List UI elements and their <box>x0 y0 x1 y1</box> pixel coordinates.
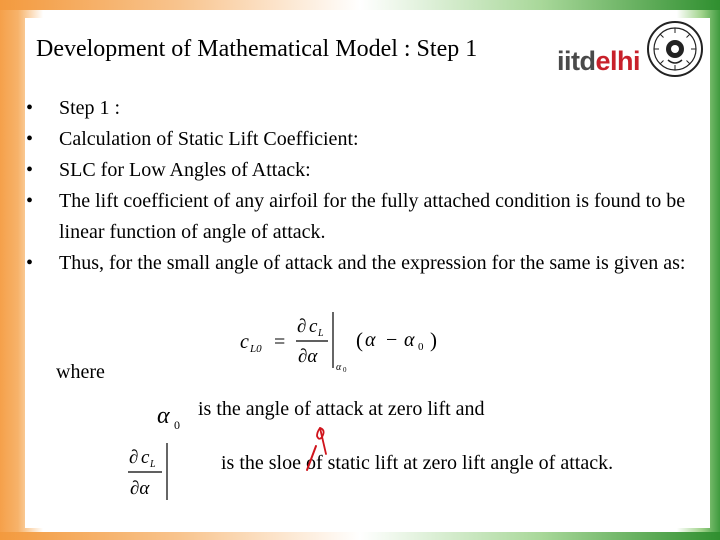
bullet-text: Calculation of Static Lift Coefficient: <box>59 128 359 150</box>
alpha-zero-symbol <box>156 400 186 432</box>
bullet-dot: • <box>26 97 34 119</box>
slope-derivative-symbol <box>126 440 174 502</box>
eq-paren-close: ) <box>430 328 437 352</box>
eq-alpha: α <box>365 329 376 351</box>
eq-lhs-c: c <box>240 331 249 353</box>
bullet-text: The lift coefficient of any airfoil for the fully attached condition is found to be linear function of angle of attack. <box>59 190 686 243</box>
eq-num-c: c <box>309 316 318 337</box>
bullet-text: Thus, for the small angle of attack and the expression for the same is given as: <box>59 252 686 274</box>
eq-alpha0: α <box>404 329 415 351</box>
alpha-zero-sub: 0 <box>174 418 180 432</box>
bullet-text: Step 1 : <box>59 97 121 119</box>
eq-lhs-sub: L0 <box>250 343 262 355</box>
bullet-dot: • <box>26 190 34 212</box>
iitd-logo-text <box>557 46 640 77</box>
bullet-list <box>26 93 706 279</box>
handwritten-p-annotation <box>300 424 334 472</box>
eq-equals: = <box>274 331 286 353</box>
deriv-c: c <box>141 447 150 468</box>
slide-border-bottom <box>0 532 720 540</box>
bullet-dot: • <box>26 159 34 181</box>
bullet-dot: • <box>26 128 34 150</box>
deriv-den: ∂α <box>130 478 150 499</box>
eq-paren-open: ( <box>356 328 363 352</box>
bullet-item <box>26 93 706 124</box>
bullet-dot: • <box>26 252 34 274</box>
alpha-zero-alpha: α <box>157 403 170 429</box>
eq-num-d: ∂ <box>297 316 307 337</box>
bullet-text: SLC for Low Angles of Attack: <box>59 159 311 181</box>
lift-coefficient-equation <box>238 310 458 372</box>
bullet-item <box>26 186 706 248</box>
eq-minus: − <box>386 329 398 351</box>
bullet-item <box>26 155 706 186</box>
eq-num-sub: L <box>318 328 324 339</box>
deriv-d: ∂ <box>129 447 139 468</box>
slide-border-top <box>0 0 720 10</box>
deriv-sub: L <box>150 459 156 470</box>
slide-title: Development of Mathematical Model : Step 1 <box>36 36 478 62</box>
logo-part-elhi: elhi <box>595 46 641 76</box>
slope-description: is the sloe of static lift at zero lift angle of attack. <box>221 452 614 474</box>
eq-alpha0-sub: 0 <box>418 341 424 353</box>
iit-delhi-emblem-icon <box>646 20 704 78</box>
logo-part-iitd: iitd <box>557 46 596 76</box>
eq-eval-sub: α <box>336 362 342 372</box>
bullet-item <box>26 124 706 155</box>
eq-den: ∂α <box>298 346 318 367</box>
bullet-item <box>26 248 706 279</box>
where-label: where <box>56 361 105 383</box>
alpha-zero-description: is the angle of attack at zero lift and <box>198 398 485 420</box>
eq-eval-sub2: 0 <box>343 366 347 372</box>
